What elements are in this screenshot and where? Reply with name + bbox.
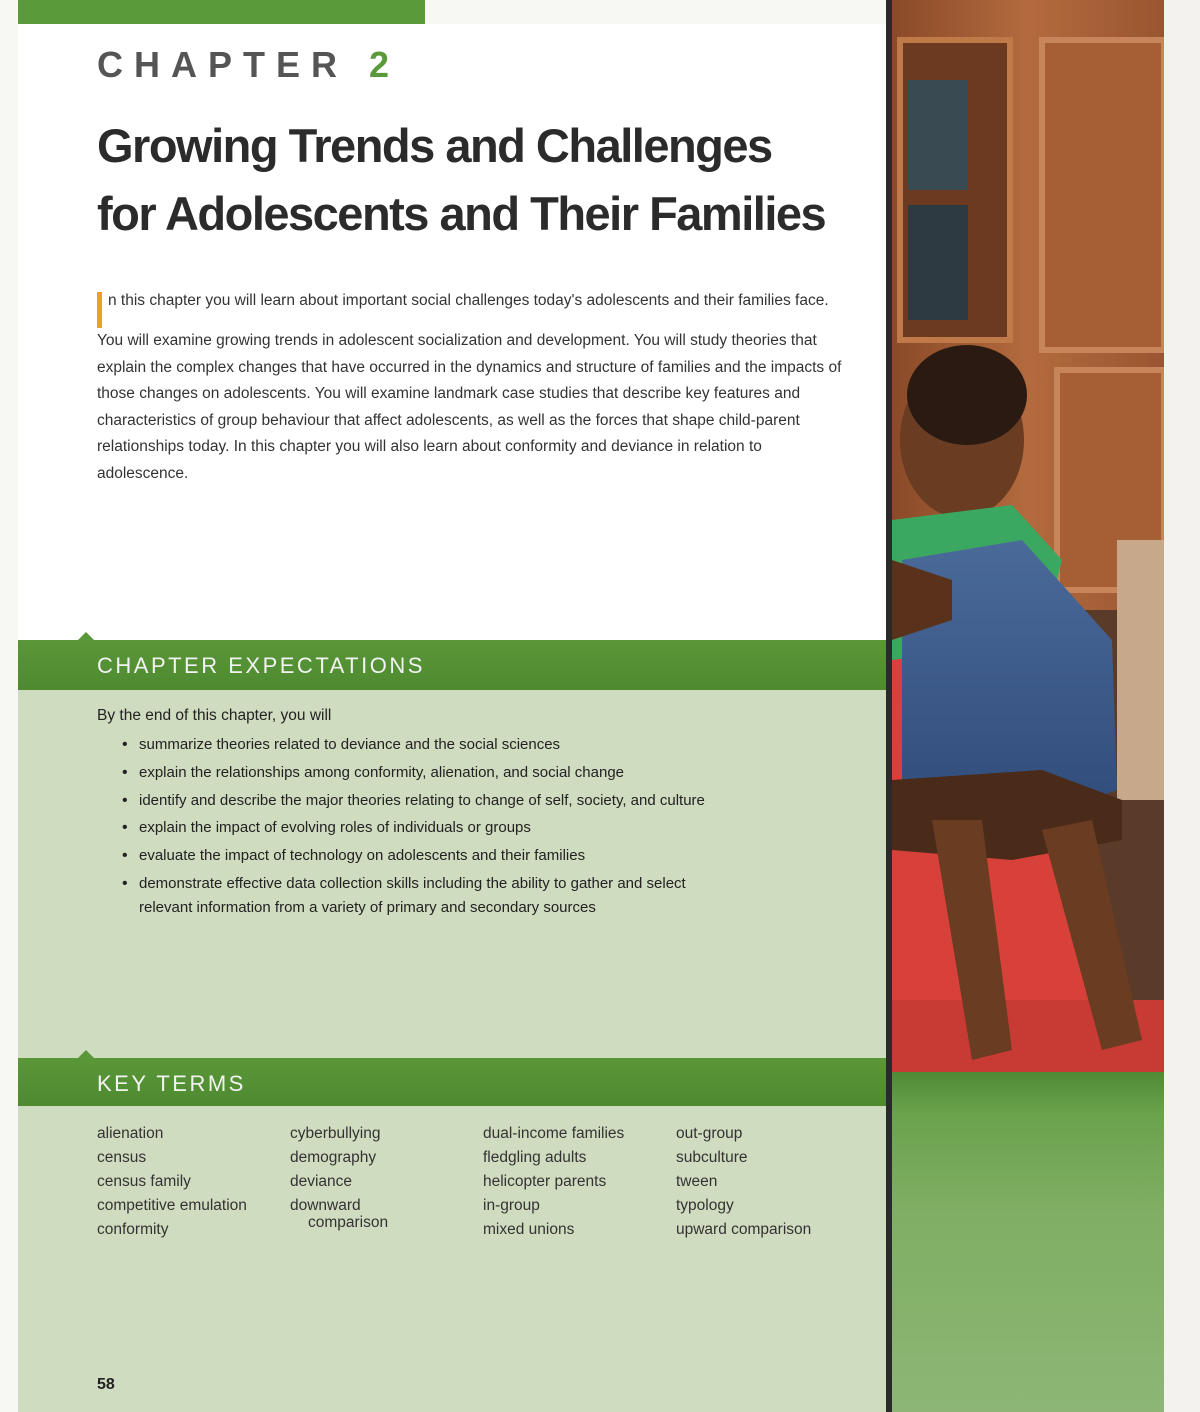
chapter-word: CHAPTER	[97, 44, 349, 85]
photo-illustration	[892, 0, 1164, 1072]
intro-text: n this chapter you will learn about important social challenges today's adolescents and their families face. You will examine growing trends in adolescent socialization and development. You will study theories that explain the complex changes that have occurred in the dynamics and structure of families and the impacts of those changes on adolescents. You will examine landmark case studies that describe key features and characteristics of group behaviour that affect adolescents, as well as the forces that shape child-parent relationships today. In this chapter you will also learn about conformity and deviance in relation to adolescence.	[97, 292, 842, 482]
chapter-title	[97, 112, 877, 248]
expectation-text: explain the relationships among conformity, alienation, and social change	[139, 763, 625, 781]
expectation-item	[122, 759, 822, 787]
key-terms-column-4	[676, 1122, 811, 1242]
page-number: 58	[97, 1376, 115, 1393]
expectation-text: identify and describe the major theories relating to change of self, society, and culture	[139, 791, 705, 809]
expectation-text: explain the impact of evolving roles of individuals or groups	[139, 819, 531, 837]
chapter-title-line-1: Growing Trends and Challenges	[97, 119, 772, 172]
key-terms-section	[18, 1058, 886, 1412]
chapter-photo	[886, 0, 1200, 1412]
expectation-text: summarize theories related to deviance and the social sciences	[139, 736, 561, 753]
key-term: competitive emulation	[97, 1197, 247, 1214]
key-term: alienation	[97, 1125, 164, 1142]
photo-child-in-kitchen	[892, 0, 1164, 1072]
key-term: dual-income families	[483, 1125, 625, 1142]
key-term: fledgling adults	[483, 1149, 587, 1166]
expectation-item	[122, 814, 822, 842]
key-terms-column-2	[290, 1122, 388, 1232]
key-term: deviance	[290, 1173, 353, 1190]
expectation-text-continued: relevant information from a variety of primary and secondary sources	[139, 898, 596, 916]
intro-paragraph	[97, 288, 847, 487]
chapter-label	[97, 44, 400, 86]
key-term: demography	[290, 1149, 377, 1166]
expectation-item	[122, 731, 822, 759]
key-term: downward	[290, 1197, 361, 1214]
chapter-title-line-2: for Adolescents and Their Families	[97, 187, 826, 240]
key-term: out-group	[676, 1125, 743, 1142]
key-term: conformity	[97, 1221, 169, 1238]
expectations-heading: CHAPTER EXPECTATIONS	[97, 653, 425, 678]
key-terms-column-3	[483, 1122, 624, 1242]
key-term: upward comparison	[676, 1221, 812, 1238]
key-term: typology	[676, 1197, 734, 1214]
expectation-item	[122, 787, 822, 815]
header-notch	[76, 1050, 96, 1060]
page-right-margin	[1164, 0, 1200, 1412]
top-color-tab	[18, 0, 425, 24]
dropcap-bar	[97, 292, 102, 328]
header-notch	[76, 632, 96, 642]
expectation-text: demonstrate effective data collection skills including the ability to gather and select	[139, 874, 686, 892]
key-terms-column-1	[97, 1122, 247, 1242]
key-term: cyberbullying	[290, 1125, 381, 1142]
key-term: in-group	[483, 1197, 540, 1214]
expectations-intro: By the end of this chapter, you will	[97, 707, 332, 724]
expectations-list	[122, 731, 822, 920]
key-term: census family	[97, 1173, 191, 1190]
expectations-header-bar	[18, 640, 886, 690]
key-term: mixed unions	[483, 1221, 575, 1238]
key-term-continued: comparison	[308, 1214, 389, 1231]
key-term: subculture	[676, 1149, 748, 1166]
key-terms-heading: KEY TERMS	[97, 1071, 246, 1096]
key-terms-header-bar	[18, 1058, 886, 1106]
chapter-expectations-section	[18, 640, 886, 1058]
expectation-item	[122, 870, 822, 920]
key-term: tween	[676, 1173, 718, 1190]
chapter-number: 2	[369, 44, 401, 85]
expectation-item	[122, 842, 822, 870]
expectation-text: evaluate the impact of technology on adolescents and their families	[139, 847, 586, 865]
key-term: helicopter parents	[483, 1173, 607, 1190]
photo-green-band	[892, 1072, 1164, 1412]
key-term: census	[97, 1149, 147, 1166]
